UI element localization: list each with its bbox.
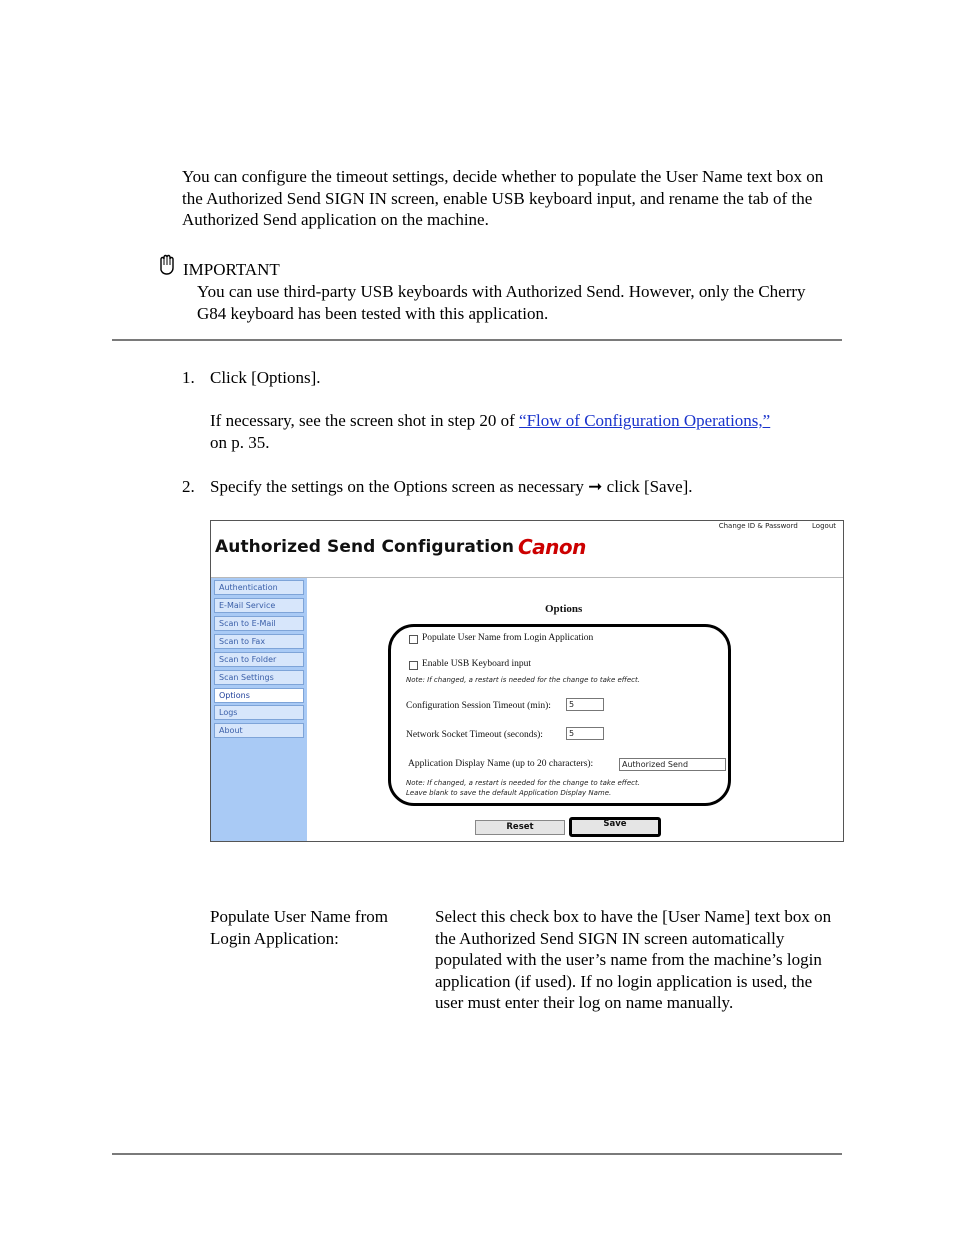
canon-logo: Canon bbox=[518, 535, 586, 559]
sidebar-item-scan-settings[interactable]: Scan Settings bbox=[214, 670, 304, 685]
change-id-password-link[interactable]: Change ID & Password bbox=[718, 522, 798, 530]
usb-restart-note: Note: If changed, a restart is needed for the change to take effect. bbox=[406, 676, 640, 684]
sidebar-item-email-service[interactable]: E-Mail Service bbox=[214, 598, 304, 613]
step-1 bbox=[182, 367, 842, 389]
note-prefix: If necessary, see the screen shot in step 20 of bbox=[210, 411, 515, 430]
step-number: 1. bbox=[182, 368, 195, 387]
usb-keyboard-checkbox[interactable] bbox=[409, 661, 418, 670]
step-text: Click [Options]. bbox=[210, 368, 321, 387]
session-timeout-input[interactable]: 5 bbox=[566, 698, 604, 711]
sidebar-item-options[interactable]: Options bbox=[214, 688, 304, 703]
sidebar-item-logs[interactable]: Logs bbox=[214, 705, 304, 720]
step-1-note bbox=[210, 410, 840, 453]
reset-button[interactable]: Reset bbox=[475, 820, 565, 835]
sidebar-item-scan-to-folder[interactable]: Scan to Folder bbox=[214, 652, 304, 667]
top-links bbox=[707, 522, 836, 530]
hand-stop-icon bbox=[157, 254, 177, 276]
step-text-after-arrow: click [Save]. bbox=[606, 477, 693, 496]
section-divider bbox=[112, 339, 842, 341]
options-heading: Options bbox=[545, 603, 583, 615]
sidebar-item-scan-to-email[interactable]: Scan to E-Mail bbox=[214, 616, 304, 631]
socket-timeout-input[interactable]: 5 bbox=[566, 727, 604, 740]
step-2 bbox=[182, 476, 842, 498]
footer-divider bbox=[112, 1153, 842, 1155]
step-text bbox=[210, 476, 693, 498]
flow-of-configuration-link[interactable]: “Flow of Configuration Operations,” bbox=[519, 411, 771, 430]
important-text: You can use third-party USB keyboards with Authorized Send. However, only the Cherry G84 keyboard has been tested with this application. bbox=[197, 282, 806, 323]
populate-user-name-checkbox[interactable] bbox=[409, 635, 418, 644]
usb-keyboard-label: Enable USB Keyboard input bbox=[422, 659, 531, 669]
options-screen-screenshot bbox=[210, 520, 844, 842]
intro-paragraph: You can configure the timeout settings, decide whether to populate the User Name text box on the Authorized Send SIGN IN screen, enable USB keyboard input, and rename the tab of the Authorized Send application on the machine. bbox=[182, 167, 824, 229]
display-name-restart-note: Note: If changed, a restart is needed for the change to take effect. bbox=[406, 779, 640, 787]
sidebar bbox=[211, 578, 307, 841]
note-suffix: on p. 35. bbox=[210, 432, 270, 452]
app-title: Authorized Send Configuration bbox=[215, 537, 515, 557]
field-label: Populate User Name from Login Application: bbox=[210, 907, 388, 948]
display-name-default-note: Leave blank to save the default Application Display Name. bbox=[406, 789, 612, 797]
field-description: Select this check box to have the [User Name] text box on the Authorized Send SIGN IN screen automatically populated with the user’s name from the machine’s login application (if used). If no login application is used, the user must enter their log on name manually. bbox=[435, 907, 832, 1012]
step-number: 2. bbox=[182, 477, 195, 496]
sidebar-item-scan-to-fax[interactable]: Scan to Fax bbox=[214, 634, 304, 649]
populate-user-name-label: Populate User Name from Login Application bbox=[422, 633, 594, 643]
logout-link[interactable]: Logout bbox=[812, 522, 836, 530]
sidebar-item-authentication[interactable]: Authentication bbox=[214, 580, 304, 595]
display-name-input[interactable]: Authorized Send bbox=[619, 758, 726, 771]
important-label: IMPORTANT bbox=[183, 260, 280, 279]
session-timeout-label: Configuration Session Timeout (min): bbox=[406, 701, 551, 711]
sidebar-item-about[interactable]: About bbox=[214, 723, 304, 738]
socket-timeout-label: Network Socket Timeout (seconds): bbox=[406, 730, 543, 740]
display-name-label: Application Display Name (up to 20 characters): bbox=[408, 759, 594, 769]
save-button[interactable]: Save bbox=[569, 817, 661, 837]
arrow-right-icon: ➞ bbox=[588, 477, 603, 496]
step-text-before-arrow: Specify the settings on the Options screen as necessary bbox=[210, 477, 584, 496]
